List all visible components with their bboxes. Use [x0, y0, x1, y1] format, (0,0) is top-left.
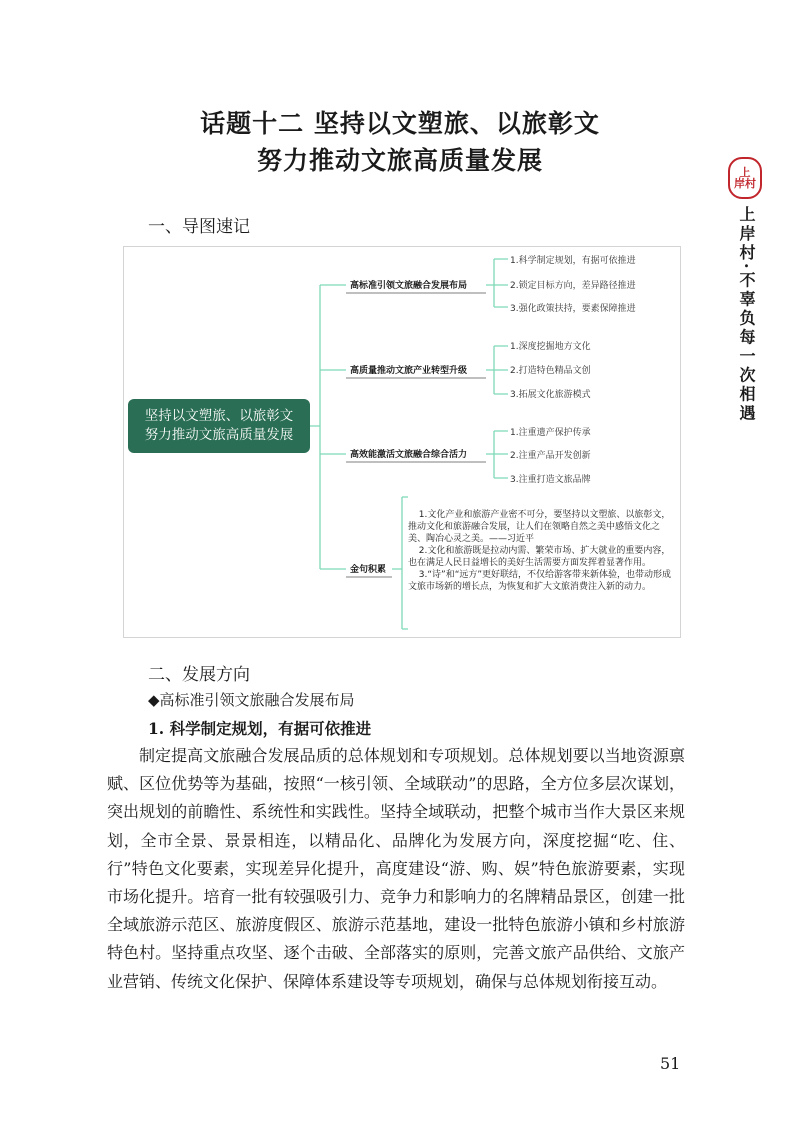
branch-3-label: 高效能激活文旅融合综合活力 [350, 450, 468, 460]
quote-1: 1.文化产业和旅游产业密不可分，要坚持以文塑旅、以旅彰文，推动文化和旅游融合发展，让人们在领略自然之美中感悟文化之美、陶冶心灵之美。——习近平 [408, 510, 671, 544]
branch-1-leaf-2: 2.锁定目标方向，差异路径推进 [510, 281, 636, 291]
direction-subheading: 1. 科学制定规划，有据可依推进 [148, 719, 372, 738]
section-heading-mindmap: 一、导图速记 [148, 217, 250, 237]
connector-b3 [486, 431, 508, 478]
golden-quotes [408, 509, 674, 593]
root-line2: 努力推动文旅高质量发展 [144, 427, 294, 443]
branch-1-leaf-1: 1.科学制定规划，有据可依推进 [510, 256, 636, 266]
section-heading-direction: 二、发展方向 [148, 665, 250, 685]
branch-2-leaf-1: 1.深度挖掘地方文化 [510, 342, 591, 352]
connector-root [310, 285, 346, 569]
connector-b1 [486, 259, 508, 307]
direction-bullet: ◆高标准引领文旅融合发展布局 [148, 691, 355, 709]
brand-seal [728, 157, 762, 199]
connector-b4 [392, 497, 408, 629]
branch-4-label: 金句积累 [350, 565, 387, 575]
branch-3-leaf-2: 2.注重产品开发创新 [510, 451, 591, 461]
seal-bottom-text: 岸村 [734, 177, 756, 190]
sidebar-motto: 上岸村·不辜负每一次相遇 [737, 206, 756, 424]
mind-map [123, 246, 681, 638]
mind-map-root [128, 399, 310, 453]
quote-2: 2.文化和旅游既是拉动内需、繁荣市场、扩大就业的重要内容，也在满足人民日益增长的美好生活需要方面发挥着显著作用。 [408, 546, 671, 568]
page-title-line1: 话题十二 坚持以文塑旅、以旅彰文 [200, 109, 600, 138]
seal-top-text: 上 [739, 166, 751, 179]
direction-paragraph: 制定提高文旅融合发展品质的总体规划和专项规划。总体规划要以当地资源禀赋、区位优势等为基础，按照“一核引领、全域联动”的思路，全方位多层次谋划，突出规划的前瞻性、系统性和实践性。坚持全域联动，把整个城市当作大景区来规划，全市全景、景景相连，以精品化、品牌化为发展方向，深度挖掘“吃、住、行”特色文化要素，实现差异化提升，高度建设“游、购、娱”特色旅游要素，实现市场化提升。培育一批有较强吸引力、竞争力和影响力的名牌精品景区，创建一批全域旅游示范区、旅游度假区、旅游示范基地，建设一批特色旅游小镇和乡村旅游特色村。坚持重点攻坚、逐个击破、全部落实的原则，完善文旅产品供给、文旅产业营销、传统文化保护、保障体系建设等专项规划，确保与总体规划衔接互动。 [107, 746, 685, 991]
branch-2-label: 高质量推动文旅产业转型升级 [350, 366, 468, 376]
root-line1: 坚持以文塑旅、以旅彰文 [144, 408, 294, 424]
connector-b2 [486, 346, 508, 394]
branch-3-leaf-1: 1.注重遗产保护传承 [510, 428, 591, 438]
branch-2-leaf-3: 3.拓展文化旅游模式 [510, 390, 591, 400]
quote-3: 3.“诗”和“远方”更好联结，不仅给游客带来新体验，也带动形成文旅市场新的增长点，为恢复和扩大文旅消费注入新的动力。 [408, 570, 672, 592]
page-title-line2: 努力推动文旅高质量发展 [256, 146, 543, 175]
branch-1-leaf-3: 3.强化政策扶持，要素保障推进 [510, 304, 636, 314]
branch-3-leaf-3: 3.注重打造文旅品牌 [510, 475, 591, 485]
branch-2-leaf-2: 2.打造特色精品文创 [510, 366, 591, 376]
branch-1-label: 高标准引领文旅融合发展布局 [350, 281, 468, 291]
page-number: 51 [660, 1054, 681, 1073]
